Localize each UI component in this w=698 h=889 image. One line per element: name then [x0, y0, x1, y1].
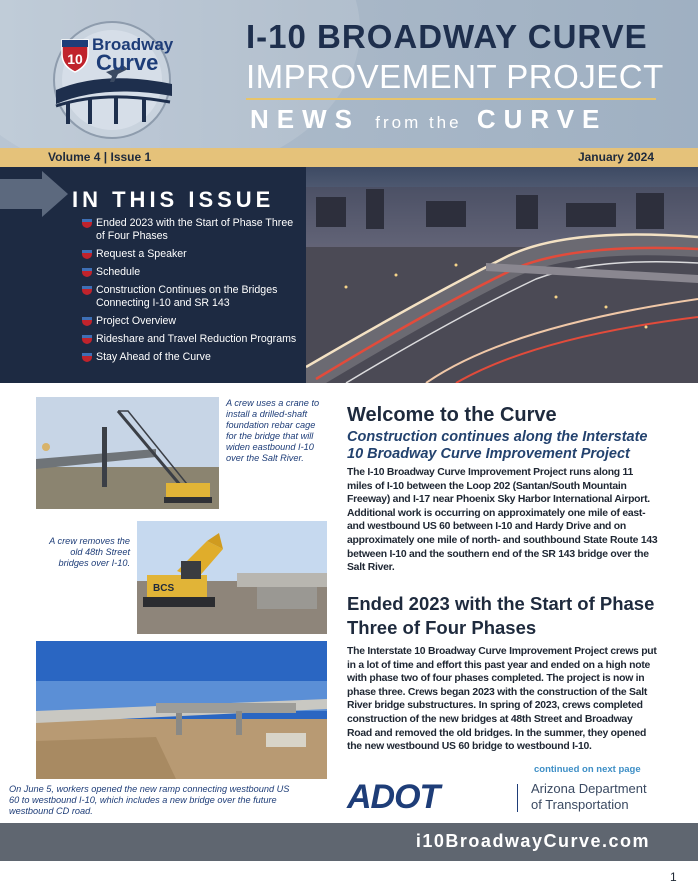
removes-caption: A crew removes the old 48th Street bridges over I-10.: [49, 536, 130, 568]
ended-2023-body: The Interstate 10 Broadway Curve Improvement Project crews put in a lot of time and effort this past year and ended on a high note with phase two of four phases completed. The project is now in phase three. Crews began 2023 with the construction of the Salt River bridge substructures. In spring of 2023, crews completed construction of the new bridges at 48th Street and Broadway Road and removed the old bridges. In the summer, they opened the new westbound US 60 bridge to westbound I-10.: [347, 646, 657, 753]
adot-wordmark: ADOT: [347, 778, 440, 816]
toc-item[interactable]: [82, 315, 300, 328]
shield-bullet-icon: [82, 317, 92, 326]
adot-logo: [347, 778, 667, 814]
toc-item[interactable]: [82, 351, 300, 364]
logo-broadway-text: Broadway: [92, 35, 174, 54]
ramp-caption: On June 5, workers opened the new ramp connecting westbound US 60 to westbound I-10, which includes a new bridge over the future westbound CD road.: [9, 784, 290, 816]
ended-2023-heading: Ended 2023 with the Start of Phase Three of Four Phases: [347, 593, 655, 638]
shield-bullet-icon: [82, 250, 92, 259]
from-the-words: from the: [375, 113, 462, 132]
crane-photo: [36, 397, 219, 509]
continued-on-next-page[interactable]: continued on next page: [534, 764, 641, 775]
shield-bullet-icon: [82, 219, 92, 228]
shield-bullet-icon: [82, 286, 92, 295]
page-number: 1: [670, 870, 677, 884]
toc-item-label: Construction Continues on the Bridges Connecting I-10 and SR 143: [96, 284, 278, 309]
logo-curve-text: Curve: [96, 50, 159, 75]
volume-issue: Volume 4 | Issue 1: [48, 150, 152, 164]
footer-bar: [0, 823, 698, 861]
toc-item-label: Rideshare and Travel Reduction Programs: [96, 333, 297, 345]
toc-item[interactable]: [82, 333, 300, 346]
broadway-curve-logo: [44, 14, 194, 142]
toc-item[interactable]: [82, 284, 300, 310]
toc-item-label: Schedule: [96, 266, 141, 278]
issue-strip: [0, 148, 698, 167]
shield-bullet-icon: [82, 353, 92, 362]
curve-word: CURVE: [476, 104, 608, 134]
logo-shield-number: 10: [67, 51, 83, 67]
toc-item-label: Stay Ahead of the Curve: [96, 351, 211, 363]
website-link[interactable]: i10BroadwayCurve.com: [415, 831, 650, 851]
news-word: NEWS: [250, 104, 360, 134]
excavator-brand-label: BCS: [153, 583, 175, 594]
toc-item[interactable]: [82, 217, 300, 243]
title-divider: [246, 98, 656, 100]
welcome-heading: Welcome to the Curve: [347, 404, 557, 426]
freeway-dusk-photo: [306, 167, 698, 383]
shield-bullet-icon: [82, 335, 92, 344]
shield-bullet-icon: [82, 268, 92, 277]
toc-list: [82, 217, 300, 369]
in-this-issue-panel: [0, 167, 306, 383]
adot-name-line2: of Transportation: [531, 797, 629, 812]
welcome-subheading: Construction continues along the Interstate 10 Broadway Curve Improvement Project: [347, 429, 648, 462]
adot-divider: [517, 784, 518, 812]
in-this-issue-title: IN THIS ISSUE: [72, 187, 275, 212]
toc-item-label: Request a Speaker: [96, 248, 187, 260]
toc-item-label: Project Overview: [96, 315, 177, 327]
crane-caption: A crew uses a crane to install a drilled-shaft foundation rebar cage for the bridge that will widen eastbound I-10 over the Salt River.: [226, 398, 320, 463]
ramp-bridge-photo: [36, 641, 327, 779]
welcome-body: The I-10 Broadway Curve Improvement Project runs along 11 miles of I-10 between the Loop 202 (Santan/South Mountain Freeway) and I-17 near Phoenix Sky Harbor International Airport. Additional work is occurring on approximately one mile of east- and westbound US 60 between I-10 and Hardy Drive and on approximately one mile of north- and southbound State Route 143 between I-10 and the southern end of the SR 143 bridge over the Salt River.: [347, 467, 658, 574]
masthead: [0, 0, 698, 148]
toc-item-label: Ended 2023 with the Start of Phase Three of Four Phases: [96, 217, 294, 242]
title-line-2: IMPROVEMENT PROJECT: [246, 58, 664, 95]
excavator-photo: [137, 521, 327, 634]
issue-date: January 2024: [577, 150, 654, 164]
toc-item[interactable]: [82, 266, 300, 279]
news-from-the-curve: [250, 104, 607, 135]
toc-item[interactable]: [82, 248, 300, 261]
title-line-1: I-10 BROADWAY CURVE: [246, 18, 648, 55]
adot-name-line1: Arizona Department: [531, 781, 647, 796]
arrow-icon: [0, 171, 70, 217]
